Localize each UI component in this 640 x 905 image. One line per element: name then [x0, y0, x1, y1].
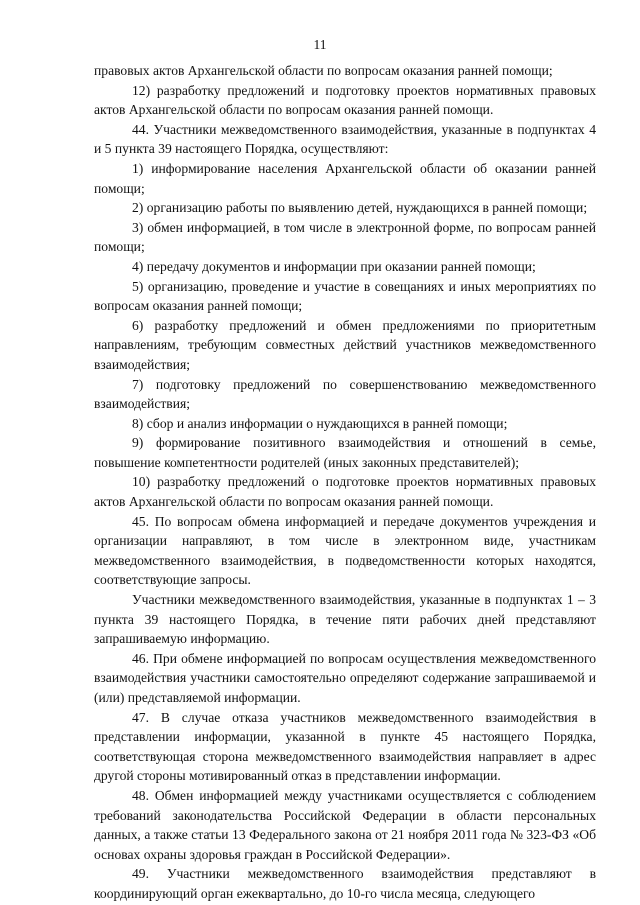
paragraph-continuation: правовых актов Архангельской области по вопросам оказания ранней помощи; — [94, 63, 553, 78]
paragraph-item-7: 7) подготовку предложений по совершенствованию межведомственного взаимодействия; — [94, 376, 596, 412]
paragraph-item-10: 10) разработку предложений о подготовке проектов нормативных правовых актов Архангельской области по вопросам оказания ранней помощи. — [94, 474, 596, 510]
page-number: 11 — [313, 37, 327, 52]
paragraph-clause-45: 45. По вопросам обмена информацией и передаче документов учреждения и организации направляют, в том числе в электронном виде, участникам межведомственного взаимодействия, в подведомственности которых находятся, соответствующие запросы. — [94, 513, 596, 588]
paragraph-clause-44: 44. Участники межведомственного взаимодействия, указанные в подпунктах 4 и 5 пункта 39 настоящего Порядка, осуществляют: — [94, 121, 596, 157]
paragraph-item-1: 1) информирование населения Архангельской области об оказании ранней помощи; — [94, 160, 596, 196]
document-body — [94, 61, 596, 904]
paragraph-item-6: 6) разработку предложений и обмен предложениями по приоритетным направлениям, требующим совместных действий участников межведомственного взаимодействия; — [94, 317, 596, 372]
paragraph-clause-45-continued: Участники межведомственного взаимодействия, указанные в подпунктах 1 – 3 пункта 39 настоящего Порядка, в течение пяти рабочих дней представляют запрашиваемую информацию. — [94, 592, 596, 647]
paragraph-item-3: 3) обмен информацией, в том числе в электронной форме, по вопросам ранней помощи; — [94, 219, 596, 255]
paragraph-item-12: 12) разработку предложений и подготовку проектов нормативных правовых актов Архангельской области по вопросам оказания ранней помощи. — [94, 82, 596, 118]
paragraph-item-4: 4) передачу документов и информации при оказании ранней помощи; — [132, 258, 536, 274]
paragraph-item-8: 8) сбор и анализ информации о нуждающихся в ранней помощи; — [132, 415, 508, 431]
paragraph-item-5: 5) организацию, проведение и участие в совещаниях и иных мероприятиях по вопросам оказания ранней помощи; — [94, 278, 596, 314]
paragraph-clause-49: 49. Участники межведомственного взаимодействия представляют в координирующий орган ежеквартально, до 10-го числа месяца, следующего — [94, 866, 596, 901]
paragraph-clause-47: 47. В случае отказа участников межведомственного взаимодействия в представлении информации, указанной в пункте 45 настоящего Порядка, соответствующая сторона межведомственного взаимодействия направляет в адрес другой стороны мотивированный отказ в представлении информации. — [94, 709, 596, 784]
paragraph-clause-46: 46. При обмене информацией по вопросам осуществления межведомственного взаимодействия участники самостоятельно определяют содержание запрашиваемой и (или) представляемой информации. — [94, 650, 596, 705]
paragraph-item-9: 9) формирование позитивного взаимодействия и отношений в семье, повышение компетентности родителей (иных законных представителей); — [94, 435, 596, 470]
paragraph-item-2: 2) организацию работы по выявлению детей, нуждающихся в ранней помощи; — [132, 200, 588, 216]
paragraph-clause-48: 48. Обмен информацией между участниками осуществляется с соблюдением требований законодательства Российской Федерации в области персональных данных, а также статьи 13 Федерального закона от 21 ноября 2011 года № 323-ФЗ «Об основах охраны здоровья граждан в Российской Федерации». — [94, 787, 596, 862]
